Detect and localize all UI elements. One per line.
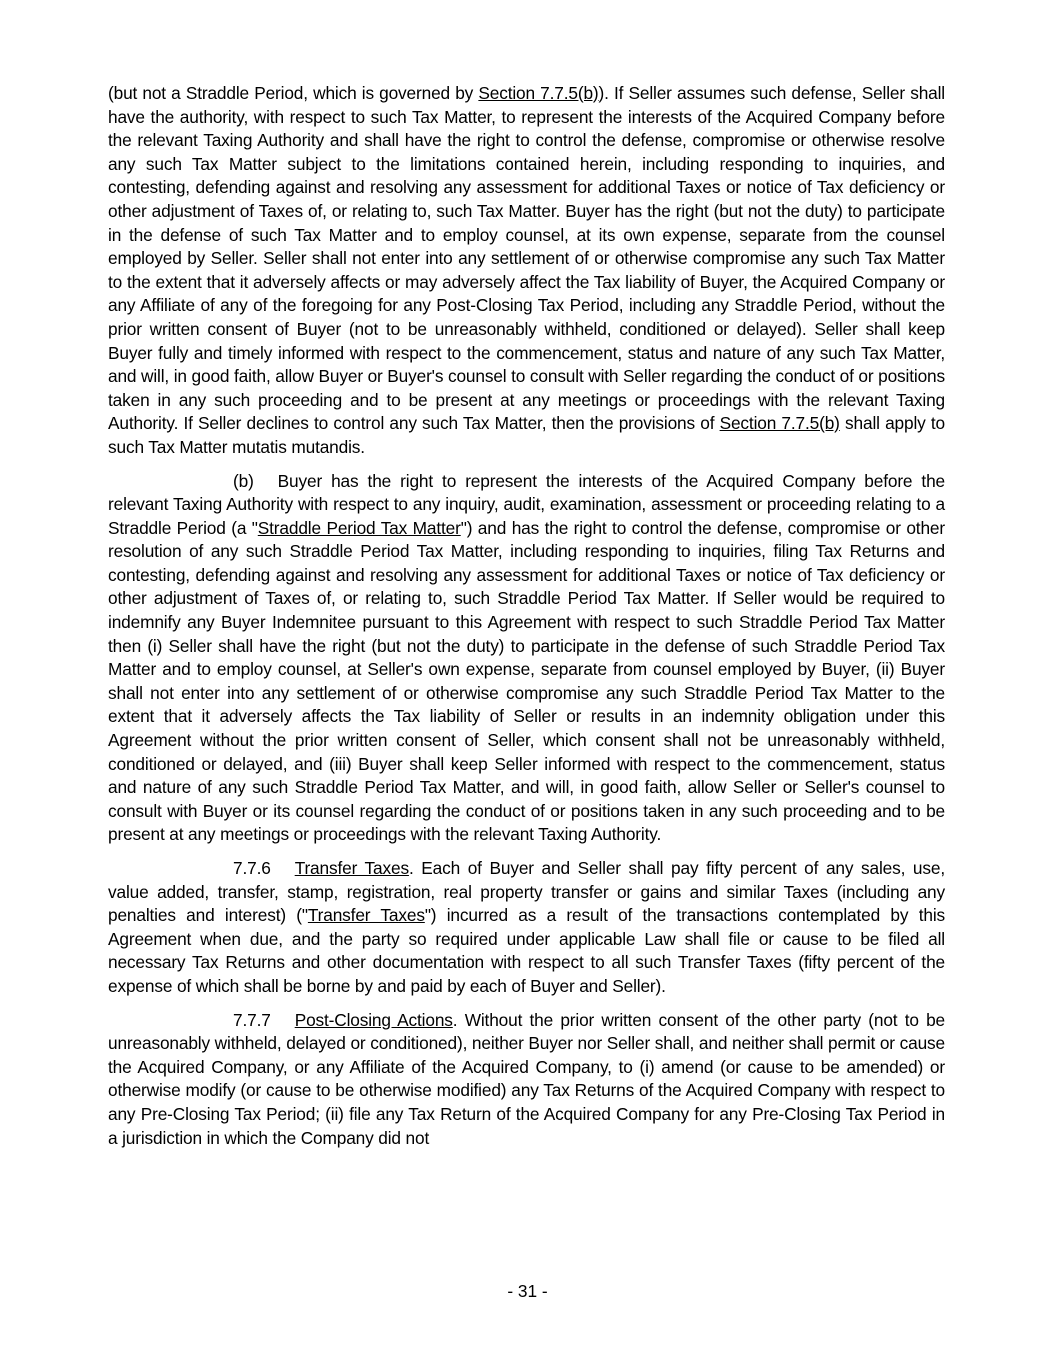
text-run: Buyer has the right to represent the interests of the Acquired Company before the relevant Taxing Authority with respect to any inquiry, audit, examination, assessment or proceeding relating to a Straddle Period (a " [108,470,945,538]
paragraph-transfer-taxes [108,857,945,999]
text-run: ). If Seller assumes such defense, Seller shall have the authority, with respect to such Tax Matter, to represent the interests of the Acquired Company before the relevant Taxing Authority and shall have the right to control the defense, compromise or otherwise resolve any such Tax Matter subject to the limitations contained herein, including responding to inquiries, and contesting, defending against and resolving any assessment for additional Taxes or notice of Tax deficiency or other adjustment of Taxes of, or relating to, such Tax Matter. Buyer has the right (but not the duty) to participate in the defense of such Tax Matter and to employ counsel, at its own expense, separate from the counsel employed by Seller. Seller shall not enter into any settlement of or otherwise compromise any such Tax Matter to the extent that it adversely affects or may adversely affect the Tax liability of Buyer, the Acquired Company or any Affiliate of any of the foregoing for any Post-Closing Tax Period, including any Straddle Period, without the prior written consent of Buyer (not to be unreasonably withheld, conditioned or delayed). Seller shall keep Buyer fully and timely informed with respect to the commencement, status and nature of any such Tax Matter, and will, in good faith, allow Buyer or Buyer's counsel to consult with Seller regarding the conduct of or positions taken in any such proceeding and to be present at any meetings or proceedings with the relevant Taxing Authority. If Seller declines to control any such Tax Matter, then the provisions of [108,83,945,434]
section-reference-link: Section 7.7.5(b) [478,83,599,103]
paragraph-straddle-period [108,470,945,848]
text-run: ") incurred as a result of the transactions contemplated by this Agreement when due, and the party so required under applicable Law shall file or cause to be filed all necessary Tax Returns and other documentation with respect to all such Transfer Taxes (fifty percent of the expense of which shall be borne by and paid by each of Buyer and Seller). [108,905,946,996]
text-run: . Each of Buyer and Seller shall pay fifty percent of any sales, use, value added, transfer, stamp, registration, real property transfer or gains and similar Taxes (including any penalties and interest) (" [108,858,945,926]
section-number: 7.7.7 [233,1009,271,1030]
defined-term: Straddle Period Tax Matter [257,517,461,538]
section-heading: Transfer Taxes [294,858,409,878]
section-heading: Post-Closing Actions [294,1009,453,1030]
clause-label: (b) [233,470,254,491]
paragraph-post-closing-actions [108,1009,945,1151]
defined-term: Transfer Taxes [307,905,425,926]
paragraph-tax-matter-continued [108,82,945,460]
text-run: shall apply to such Tax Matter mutatis mutandis. [108,413,945,457]
section-reference-link: Section 7.7.5(b) [719,413,840,434]
section-number: 7.7.6 [233,858,271,878]
page-number: - 31 - [507,1281,548,1301]
text-run: (but not a Straddle Period, which is governed by [108,83,479,103]
document-body [108,82,945,1160]
text-run: ") and has the right to control the defense, compromise or other resolution of any such Straddle Period Tax Matter, including responding to inquiries, filing Tax Returns and contesting, defending against and resolving any assessment for additional Taxes or notice of Tax deficiency or other adjustment of Taxes of, or relating to, such Straddle Period Tax Matter. If Seller would be required to indemnify any Buyer Indemnitee pursuant to this Agreement with respect to such Straddle Period Tax Matter then (i) Seller shall have the right (but not the duty) to participate in the defense of such Straddle Period Tax Matter and to employ counsel, at Seller's own expense, separate from counsel employed by Buyer, (ii) Buyer shall not enter into any settlement of or otherwise compromise any such Straddle Period Tax Matter to the extent that it adversely affects the Tax liability of Seller or results in an indemnity obligation under this Agreement without the prior written consent of Seller, which consent shall not be unreasonably withheld, conditioned or delayed, and (iii) Buyer shall keep Seller informed with respect to the commencement, status and nature of any such Straddle Period Tax Matter, and will, in good faith, allow Seller or Seller's counsel to consult with Buyer or its counsel regarding the conduct of or positions taken in any such proceeding and to be present at any meetings or proceedings with the relevant Taxing Authority. [108,517,945,845]
text-run: . Without the prior written consent of the other party (not to be unreasonably withheld, delayed or conditioned), neither Buyer nor Seller shall, and neither shall permit or cause the Acquired Company, or any Affiliate of the Acquired Company, to (i) amend (or cause to be amended) or otherwise modify (or cause to be otherwise modified) any Tax Returns of the Acquired Company with respect to any Pre-Closing Tax Period; (ii) file any Tax Return of the Acquired Company for any Pre-Closing Tax Period in a jurisdiction in which the Company did not [108,1009,945,1148]
